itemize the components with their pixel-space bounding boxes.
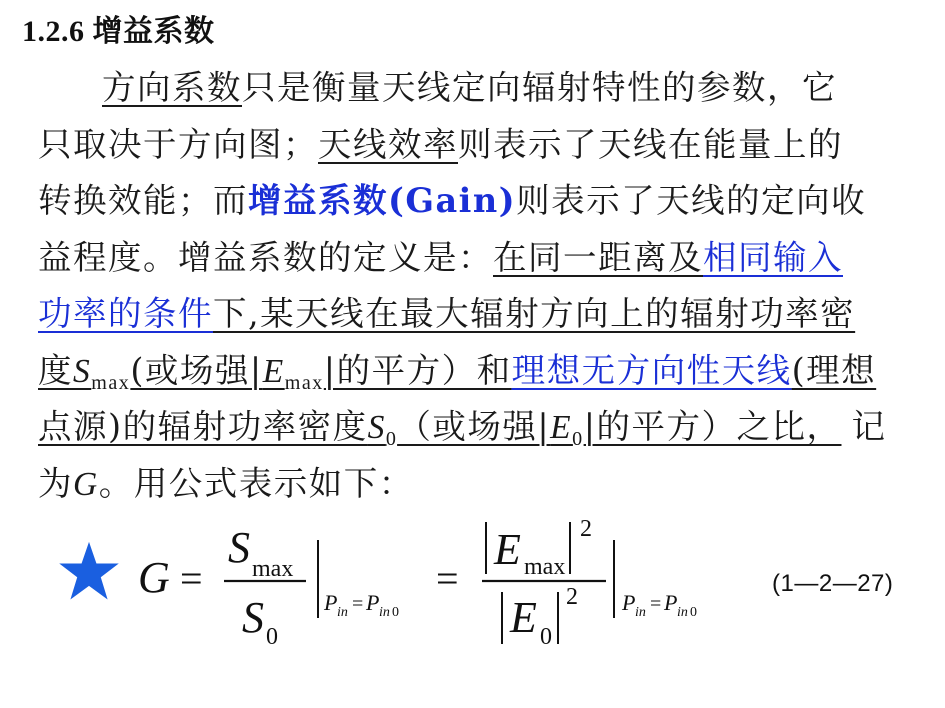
formula-equals-small-1: =: [352, 593, 364, 615]
formula-zero-sub-1: 0: [266, 624, 278, 650]
underlined-text: 度$S_{max}$(或场强$|E_{max}|$的平方）和: [38, 350, 512, 394]
formula-G: G: [138, 553, 170, 602]
formula-in-4: in: [677, 605, 688, 620]
term-gain: 增益系数(Gain): [248, 181, 517, 220]
hyperlink-isotropic-antenna[interactable]: 理想无方向性天线: [511, 350, 792, 390]
formula-P-4: P: [664, 590, 678, 615]
formula-max-sub-2: max: [524, 554, 566, 580]
underlined-text: 点源)的辐射功率密度$S_0$（或场强$|E_0|$的平方）之比，: [38, 407, 842, 451]
formula-max-sub-1: max: [252, 556, 294, 582]
text: 转换效能；而: [38, 181, 248, 220]
text: 为: [38, 463, 73, 503]
formula-equals-small-2: =: [650, 593, 662, 615]
term-efficiency: 天线效率: [318, 124, 458, 164]
text: 只是衡量天线定向辐射特性的参数，它: [242, 68, 837, 107]
text: 只取决于方向图；: [38, 124, 318, 164]
formula-zero-2: 0: [392, 605, 399, 620]
formula-equals-1: =: [180, 556, 203, 601]
para-line-4: [38, 230, 908, 287]
text: 。用公式表示如下：: [98, 463, 414, 503]
term-directivity: 方向系数: [102, 68, 242, 107]
formula-S-num: S: [228, 523, 250, 572]
star-icon: [58, 540, 120, 602]
text: 记: [851, 407, 887, 446]
hyperlink-same-input[interactable]: 相同输入: [703, 237, 843, 277]
formula-P-2: P: [366, 590, 380, 615]
para-line-1: [38, 60, 908, 117]
para-line-6: [38, 343, 908, 400]
hyperlink-power-condition[interactable]: 功率的条件: [38, 294, 213, 333]
formula-in-2: in: [379, 605, 390, 620]
formula-square-2: 2: [566, 584, 578, 610]
formula-P-3: P: [622, 590, 636, 615]
formula-zero-4: 0: [690, 605, 697, 620]
formula-in-1: in: [337, 605, 348, 620]
definition-paragraph: [38, 60, 908, 512]
formula-S-den: S: [242, 593, 264, 642]
para-line-5: [38, 286, 908, 343]
para-line-7: [38, 399, 908, 456]
formula-area: [0, 500, 945, 708]
formula-E-den: E: [510, 593, 537, 642]
formula-E-num: E: [494, 525, 521, 574]
formula-in-3: in: [635, 605, 646, 620]
underlined-text: 在同一距离及: [493, 237, 703, 277]
formula-equals-2: =: [436, 556, 459, 601]
para-line-2: [38, 117, 908, 174]
formula-zero-sub-2: 0: [540, 624, 552, 650]
formula-P-1: P: [324, 590, 338, 615]
underlined-text: 下,某天线在最大辐射方向上的辐射功率密: [213, 294, 856, 333]
section-heading: 1.2.6 增益系数: [22, 15, 215, 48]
formula-square-1: 2: [580, 516, 592, 542]
text: 则表示了天线的定向收: [516, 181, 867, 220]
underlined-text: (理想: [791, 350, 877, 390]
text: 益程度。增益系数的定义是：: [38, 237, 493, 277]
symbol-G: G: [73, 465, 99, 503]
equation-number: (1—2—27): [772, 570, 894, 597]
para-line-3: [38, 173, 908, 230]
text: 则表示了天线在能量上的: [458, 124, 843, 164]
gain-formula: [130, 500, 890, 708]
